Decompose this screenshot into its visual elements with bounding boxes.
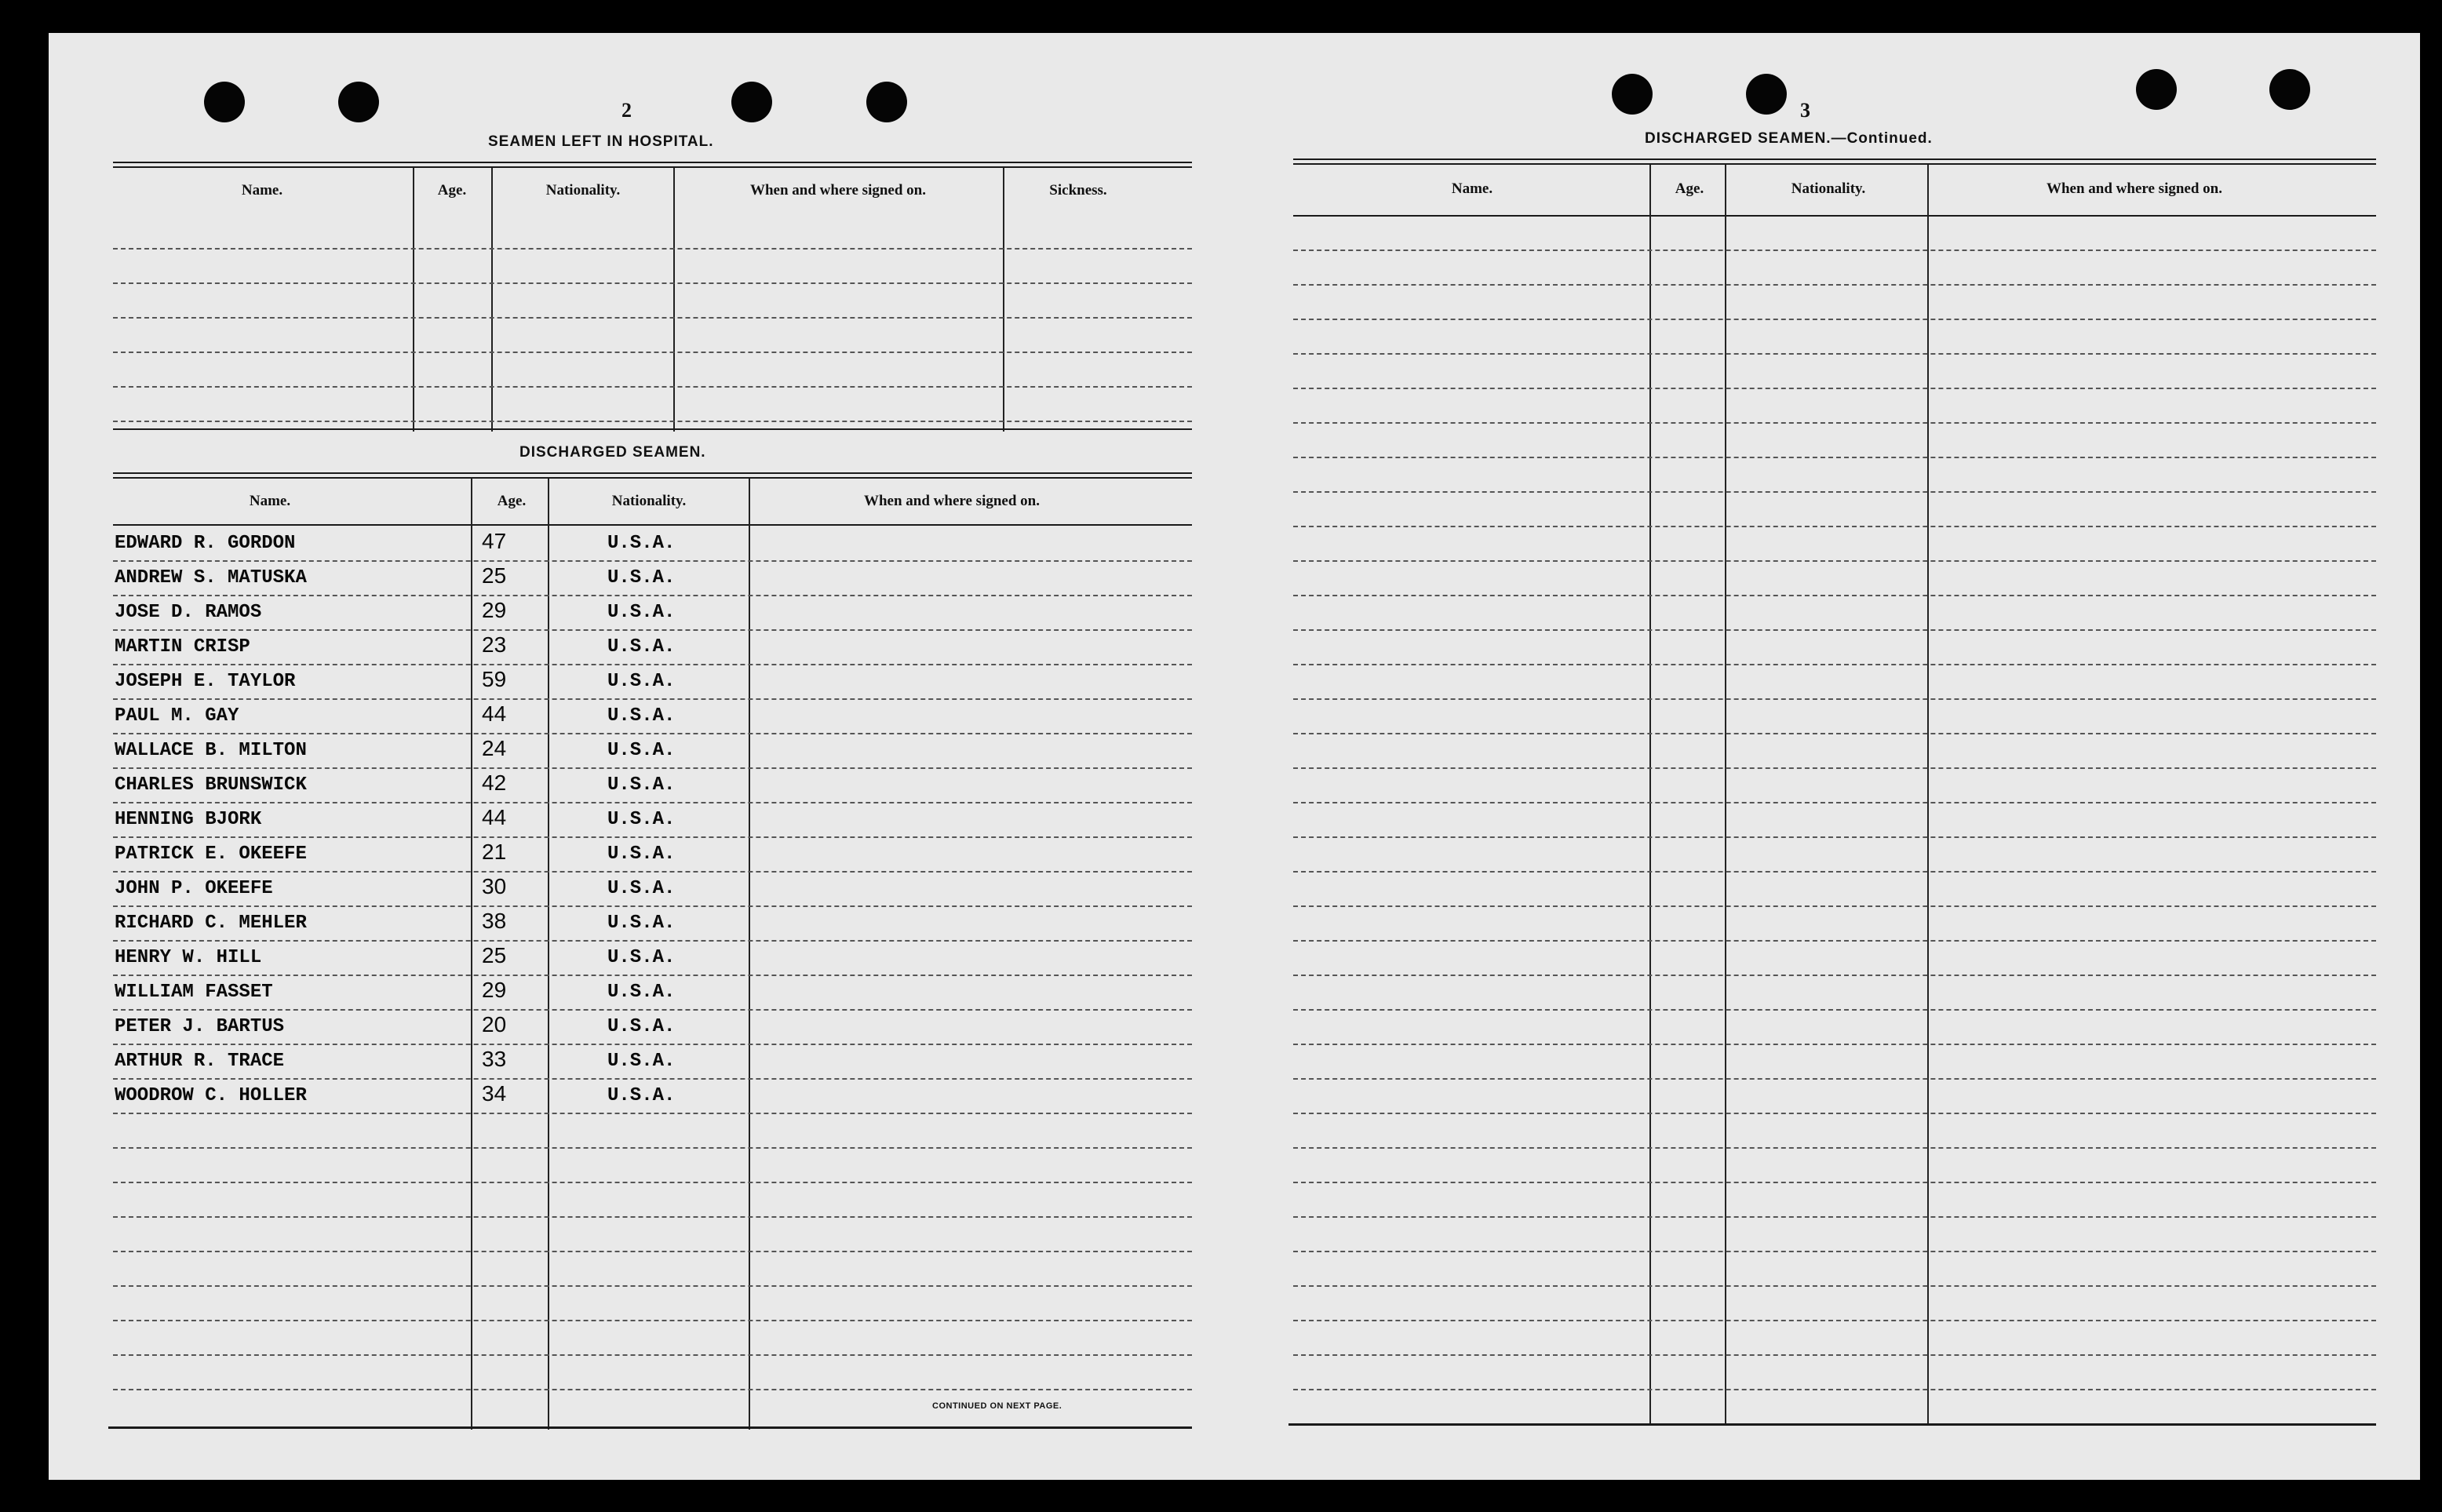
page-number-left: 2 [621,99,632,122]
seaman-age: 29 [482,978,507,1002]
seaman-age: 29 [482,598,507,622]
ruled-line [1293,733,2376,734]
punch-hole [1612,74,1653,115]
ruled-line [1293,767,2376,769]
ruled-line [1293,1078,2376,1080]
table-top-rule [113,166,1192,168]
table-row [113,1044,1192,1078]
right-header-nationality: Nationality. [1791,180,1866,197]
seaman-name: PETER J. BARTUS [115,1016,285,1037]
ruled-line [1293,629,2376,631]
seaman-nationality: U.S.A. [607,671,676,692]
ruled-line [1293,975,2376,976]
seaman-age: 20 [482,1012,507,1037]
hospital-header-age: Age. [437,182,467,199]
ruled-line [1293,526,2376,527]
seaman-nationality: U.S.A. [607,774,676,796]
ruled-line [1293,802,2376,803]
right-header-signed-on: When and where signed on. [2046,180,2222,197]
seaman-age: 47 [482,529,507,553]
punch-hole [866,82,907,122]
ruled-line [1293,250,2376,251]
seaman-name: HENNING BJORK [115,809,262,830]
ruled-line [1293,1285,2376,1287]
seaman-age: 21 [482,840,507,864]
ruled-line [1293,836,2376,838]
seaman-name: CHARLES BRUNSWICK [115,774,307,796]
seaman-name: PATRICK E. OKEEFE [115,843,307,865]
seaman-age: 33 [482,1047,507,1071]
ruled-line [1293,940,2376,942]
ruled-line [113,386,1192,388]
ruled-line [1293,1182,2376,1183]
seaman-age: 59 [482,667,507,691]
table-top-rule [113,472,1192,474]
hospital-header-nationality: Nationality. [545,182,621,199]
seaman-age: 38 [482,909,507,933]
ruled-line [1293,1009,2376,1011]
ruled-line [1293,353,2376,355]
hospital-bottom-rule [113,428,1192,430]
ruled-line [1293,284,2376,286]
hospital-col-divider [673,168,675,432]
seaman-nationality: U.S.A. [607,913,676,934]
ruled-line [113,1354,1192,1356]
seaman-nationality: U.S.A. [607,567,676,588]
ruled-line [113,282,1192,284]
discharged-header-nationality: Nationality. [611,493,687,509]
ruled-line [113,352,1192,353]
seaman-nationality: U.S.A. [607,843,676,865]
ruled-line [1293,905,2376,907]
table-row [113,836,1192,871]
table-row [113,698,1192,733]
ruled-line [1293,698,2376,700]
table-row [113,767,1192,802]
seaman-nationality: U.S.A. [607,878,676,899]
seaman-name: ANDREW S. MATUSKA [115,567,307,588]
continued-section-title: DISCHARGED SEAMEN.—Continued. [1645,130,1933,147]
seaman-nationality: U.S.A. [607,636,676,658]
seaman-name: EDWARD R. GORDON [115,533,296,554]
hospital-col-divider [1003,168,1004,432]
seaman-nationality: U.S.A. [607,982,676,1003]
table-row [113,871,1192,905]
seaman-name: WOODROW C. HOLLER [115,1085,307,1106]
punch-hole [204,82,245,122]
ruled-line [1293,1147,2376,1149]
seaman-name: WILLIAM FASSET [115,982,273,1003]
ruled-line [1293,1320,2376,1321]
seaman-name: JOHN P. OKEEFE [115,878,273,899]
seaman-nationality: U.S.A. [607,1051,676,1072]
ruled-line [1293,1251,2376,1252]
ruled-line [1293,1354,2376,1356]
ruled-line [1293,457,2376,458]
seaman-nationality: U.S.A. [607,705,676,727]
table-row [113,560,1192,595]
right-header-name: Name. [1451,180,1493,197]
ruled-line [113,1113,1192,1114]
seaman-name: WALLACE B. MILTON [115,740,307,761]
punch-hole [2269,69,2310,110]
table-bottom-rule [108,1426,1192,1429]
seaman-age: 34 [482,1081,507,1106]
seaman-age: 30 [482,874,507,898]
ruled-line [1293,1044,2376,1045]
ruled-line [1293,319,2376,320]
table-row [113,595,1192,629]
ruled-line [1293,1389,2376,1390]
hospital-header-name: Name. [241,182,283,199]
hospital-col-divider [413,168,414,432]
ruled-line [1293,1216,2376,1218]
seaman-age: 23 [482,632,507,657]
table-top-rule [113,477,1192,479]
table-row [113,629,1192,664]
seaman-name: JOSEPH E. TAYLOR [115,671,296,692]
table-row [113,802,1192,836]
seaman-age: 44 [482,805,507,829]
seaman-name: ARTHUR R. TRACE [115,1051,285,1072]
discharged-header-name: Name. [249,493,291,509]
seaman-nationality: U.S.A. [607,740,676,761]
punch-hole [2136,69,2177,110]
ruled-line [1293,422,2376,424]
seaman-age: 44 [482,701,507,726]
ruled-line [113,248,1192,250]
table-top-rule [113,162,1192,163]
seaman-age: 42 [482,771,507,795]
table-row [113,526,1192,560]
ruled-line [113,1216,1192,1218]
seaman-nationality: U.S.A. [607,947,676,968]
seaman-age: 25 [482,563,507,588]
table-top-rule [1293,163,2376,165]
table-top-rule [1293,158,2376,160]
page-number-right: 3 [1800,99,1810,122]
punch-hole [338,82,379,122]
table-row [113,940,1192,975]
discharged-header-age: Age. [497,493,527,509]
ruled-line [1293,388,2376,389]
hospital-header-signed-on: When and where signed on. [749,182,926,199]
right-header-age: Age. [1675,180,1704,197]
ruled-line [1293,664,2376,665]
seaman-name: HENRY W. HILL [115,947,262,968]
discharged-header-signed-on: When and where signed on. [863,493,1040,509]
continued-footnote: CONTINUED ON NEXT PAGE. [932,1401,1062,1411]
table-row [113,905,1192,940]
seaman-name: PAUL M. GAY [115,705,239,727]
hospital-section-title: SEAMEN LEFT IN HOSPITAL. [488,133,714,150]
table-row [113,975,1192,1009]
seaman-nationality: U.S.A. [607,533,676,554]
ruled-line [113,1389,1192,1390]
hospital-header-sickness: Sickness. [1049,182,1107,199]
table-row [113,664,1192,698]
ruled-line [1293,560,2376,562]
ruled-line [113,421,1192,422]
punch-hole [731,82,772,122]
seaman-name: MARTIN CRISP [115,636,250,658]
seaman-name: RICHARD C. MEHLER [115,913,307,934]
table-row [113,1078,1192,1113]
seaman-age: 24 [482,736,507,760]
header-underline [1293,215,2376,217]
hospital-col-divider [491,168,493,432]
discharged-section-title: DISCHARGED SEAMEN. [519,444,706,461]
table-row [113,733,1192,767]
ruled-line [1293,491,2376,493]
ruled-line [113,1285,1192,1287]
ruled-line [113,317,1192,319]
ruled-line [113,1320,1192,1321]
ruled-line [113,1147,1192,1149]
table-row [113,1009,1192,1044]
seaman-nationality: U.S.A. [607,809,676,830]
ruled-line [1293,871,2376,873]
ruled-line [113,1182,1192,1183]
ruled-line [1293,1113,2376,1114]
seaman-age: 25 [482,943,507,967]
punch-hole [1746,74,1787,115]
ruled-line [1293,595,2376,596]
seaman-nationality: U.S.A. [607,1016,676,1037]
table-bottom-rule [1288,1423,2376,1426]
seaman-nationality: U.S.A. [607,602,676,623]
seaman-nationality: U.S.A. [607,1085,676,1106]
seaman-name: JOSE D. RAMOS [115,602,262,623]
document-sheet [49,33,2420,1480]
ruled-line [113,1251,1192,1252]
